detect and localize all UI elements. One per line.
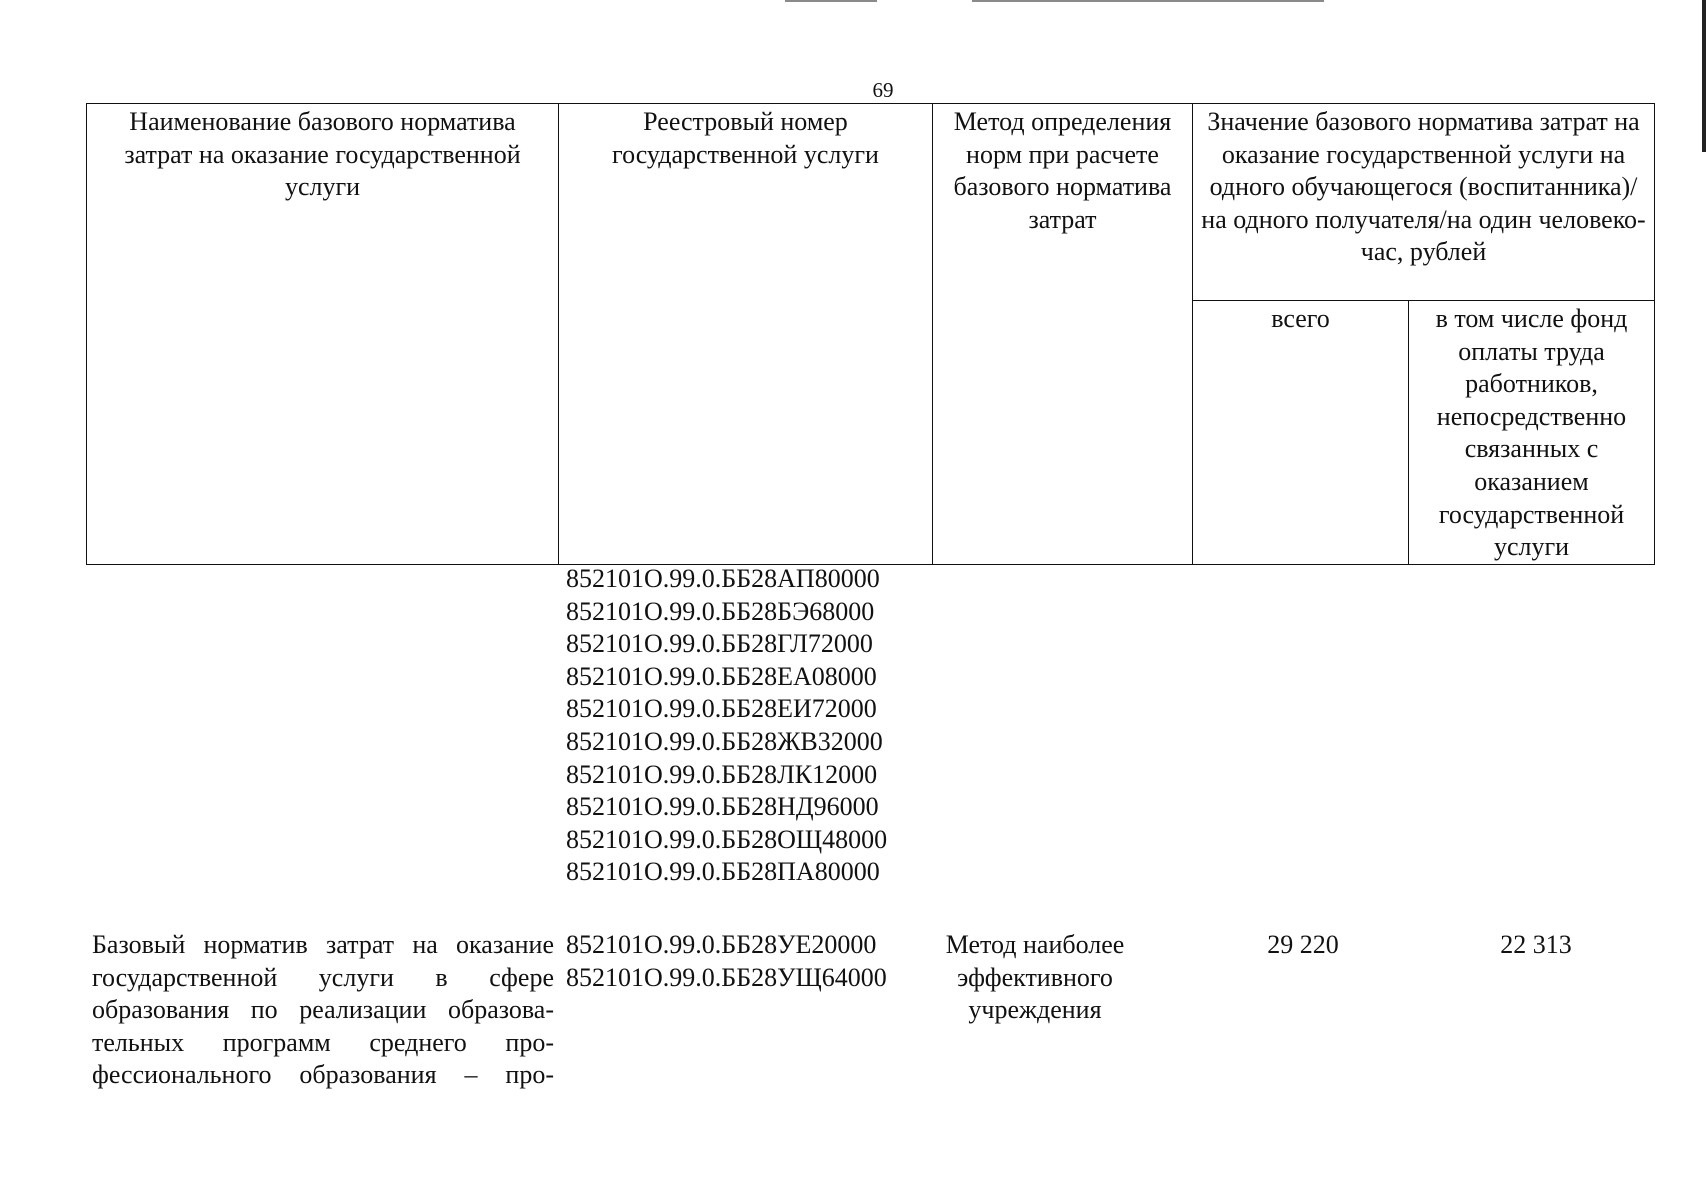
- row-service-name: [92, 929, 554, 1092]
- service-name-line: Базовый норматив затрат на оказание: [92, 930, 554, 959]
- row-registry-codes: [566, 929, 887, 994]
- scan-artifact-line-right: [972, 0, 1324, 2]
- header-cell-total: всего: [1193, 301, 1409, 565]
- registry-code: 852101О.99.0.ББ28ЛК12000: [566, 759, 878, 789]
- page-number: 69: [872, 78, 894, 102]
- row-wage-fund-value: 22 313: [1500, 930, 1572, 959]
- table-header: [86, 103, 1655, 565]
- scan-artifact-line-left: [785, 0, 877, 2]
- registry-code: 852101О.99.0.ББ28БЭ68000: [566, 596, 875, 626]
- header-cell-method: Метод определения норм при расчете базового норматива затрат: [933, 104, 1193, 565]
- scan-edge-mark: [1702, 0, 1706, 152]
- continued-registry-codes: [566, 563, 887, 889]
- registry-code: 852101О.99.0.ББ28УЩ64000: [566, 962, 887, 992]
- service-name-line: образования по реализации образова-: [92, 995, 554, 1025]
- service-name-line: тельных программ среднего про-: [92, 1027, 554, 1057]
- registry-code: 852101О.99.0.ББ28ПА80000: [566, 857, 880, 887]
- service-name-line: государственной услуги в сфере: [92, 962, 554, 992]
- registry-code: 852101О.99.0.ББ28ЕИ72000: [566, 694, 877, 724]
- service-name-line: фессионального образования – про-: [92, 1060, 554, 1090]
- registry-code: 852101О.99.0.ББ28ГЛ72000: [566, 629, 873, 659]
- header-cell-value: Значение базового норматива затрат на оказание государственной услуги на одного обучающегося (воспитанника)/на одного получателя/на один человеко-час, рублей: [1193, 104, 1655, 301]
- row-total-value: 29 220: [1267, 930, 1339, 959]
- registry-code: 852101О.99.0.ББ28ЖВ32000: [566, 726, 883, 756]
- header-cell-wage-fund: в том числе фонд оплаты труда работников, непосредственно связанных с оказанием государственной услуги: [1409, 301, 1655, 565]
- registry-code: 852101О.99.0.ББ28ОЩ48000: [566, 824, 888, 854]
- header-cell-name: Наименование базового норматива затрат на оказание государственной услуги: [87, 104, 559, 565]
- row-method: Метод наиболее эффективного учреждения: [945, 930, 1125, 1025]
- registry-code: 852101О.99.0.ББ28ЕА08000: [566, 661, 877, 691]
- registry-code: 852101О.99.0.ББ28НД96000: [566, 792, 879, 822]
- registry-code: 852101О.99.0.ББ28УЕ20000: [566, 930, 877, 959]
- header-cell-registry-number: Реестровый номер государственной услуги: [559, 104, 933, 565]
- registry-code: 852101О.99.0.ББ28АП80000: [566, 564, 880, 593]
